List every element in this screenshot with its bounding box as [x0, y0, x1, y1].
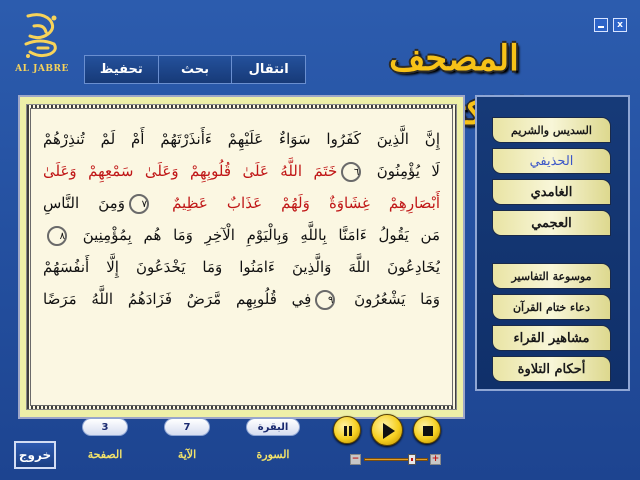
reciter-ajmi-button[interactable]: العجمي [492, 210, 611, 236]
ayah-number-marker[interactable]: ٦ [341, 162, 361, 182]
quran-line [43, 155, 440, 187]
ayah-label: الآية [177, 448, 197, 461]
close-button[interactable]: x [613, 18, 627, 32]
logo-calligraphy-icon [20, 10, 64, 62]
page-label: الصفحة [87, 448, 123, 461]
surah-name-display: البقرة [246, 418, 300, 436]
ayah-text[interactable]: فِي قُلُوبِهِم مَّرَضٌ فَزَادَهُمُ اللَّهُ مَرَضًا [43, 290, 312, 308]
search-button[interactable]: بحث [158, 56, 232, 83]
famous-reciters-button[interactable]: مشاهير القراء [492, 325, 611, 351]
volume-down-button[interactable]: − [351, 454, 360, 464]
ayah-text[interactable]: أَبْصَارِهِمْ غِشَاوَةٌ وَلَهُمْ عَذَابٌ عَظِيمٌ [172, 194, 440, 212]
reciter-hudhaify-button[interactable]: الحذيفي [492, 148, 611, 174]
ayah-number-marker[interactable]: ٧ [129, 194, 149, 214]
ayah-number-display: 7 [164, 418, 210, 436]
stop-button[interactable] [413, 416, 441, 444]
app-logo [14, 10, 70, 86]
play-button[interactable] [371, 414, 403, 446]
ayah-text[interactable]: خَتَمَ اللَّهُ عَلَىٰ قُلُوبِهِمْ وَعَلَىٰ سَمْعِهِمْ وَعَلَىٰ [43, 162, 338, 180]
minimize-button[interactable] [594, 18, 608, 32]
mushaf-border [26, 104, 457, 410]
mushaf-page [18, 95, 465, 419]
quran-line [43, 123, 440, 155]
pause-button[interactable] [333, 416, 361, 444]
navigate-button[interactable]: انتقال [231, 56, 305, 83]
mushaf-text-area [30, 108, 453, 406]
page-number-display: 3 [82, 418, 128, 436]
ayah-number-marker[interactable]: ٨ [47, 226, 67, 246]
ayah-number-marker[interactable]: ٩ [315, 290, 335, 310]
quran-line [43, 251, 440, 283]
ayah-text[interactable]: وَمَا يَشْعُرُونَ [354, 290, 440, 308]
ayah-text[interactable]: لَا يُؤْمِنُونَ [376, 162, 440, 180]
ayah-text[interactable]: مَن يَقُولُ ءَامَنَّا بِاللَّهِ وَبِالْيَوْمِ الْآخِرِ وَمَا هُم بِمُؤْمِنِينَ [82, 226, 440, 244]
quran-line [43, 187, 440, 219]
khatm-dua-button[interactable]: دعاء ختام القرآن [492, 294, 611, 320]
tafsir-encyclopedia-button[interactable]: موسوعة التفاسير [492, 263, 611, 289]
pause-icon [334, 417, 360, 443]
volume-up-button[interactable]: + [431, 454, 440, 464]
quran-text [43, 123, 440, 315]
exit-button[interactable]: خروج [14, 441, 56, 469]
reciter-sudais-shuraim-button[interactable]: السديس والشريم [492, 117, 611, 143]
app-title: المصحف [389, 38, 519, 79]
ayah-text[interactable]: يُخَادِعُونَ اللَّهَ وَالَّذِينَ ءَامَنُوا وَمَا يَخْدَعُونَ إِلَّا أَنفُسَهُمْ [43, 258, 440, 276]
stop-icon [414, 417, 440, 443]
volume-slider-handle[interactable] [408, 454, 416, 465]
volume-control [350, 454, 445, 466]
logo-text: AL JABRE [15, 64, 69, 74]
reciter-ghamdi-button[interactable]: الغامدي [492, 179, 611, 205]
quran-line [43, 283, 440, 315]
tajweed-rules-button[interactable]: أحكام التلاوة [492, 356, 611, 382]
ayah-text[interactable]: وَمِنَ النَّاسِ [43, 194, 125, 212]
side-panel [475, 95, 630, 391]
surah-label: السورة [256, 448, 290, 461]
ayah-text[interactable]: إِنَّ الَّذِينَ كَفَرُوا سَوَاءٌ عَلَيْهِمْ ءَأَنذَرْتَهُمْ أَمْ لَمْ تُنذِرْهُمْ [43, 130, 440, 148]
top-menu-bar [84, 55, 306, 84]
play-icon [372, 415, 402, 445]
volume-track[interactable] [364, 458, 428, 461]
quran-line [43, 219, 440, 251]
memorize-button[interactable]: تحفيظ [99, 62, 143, 77]
